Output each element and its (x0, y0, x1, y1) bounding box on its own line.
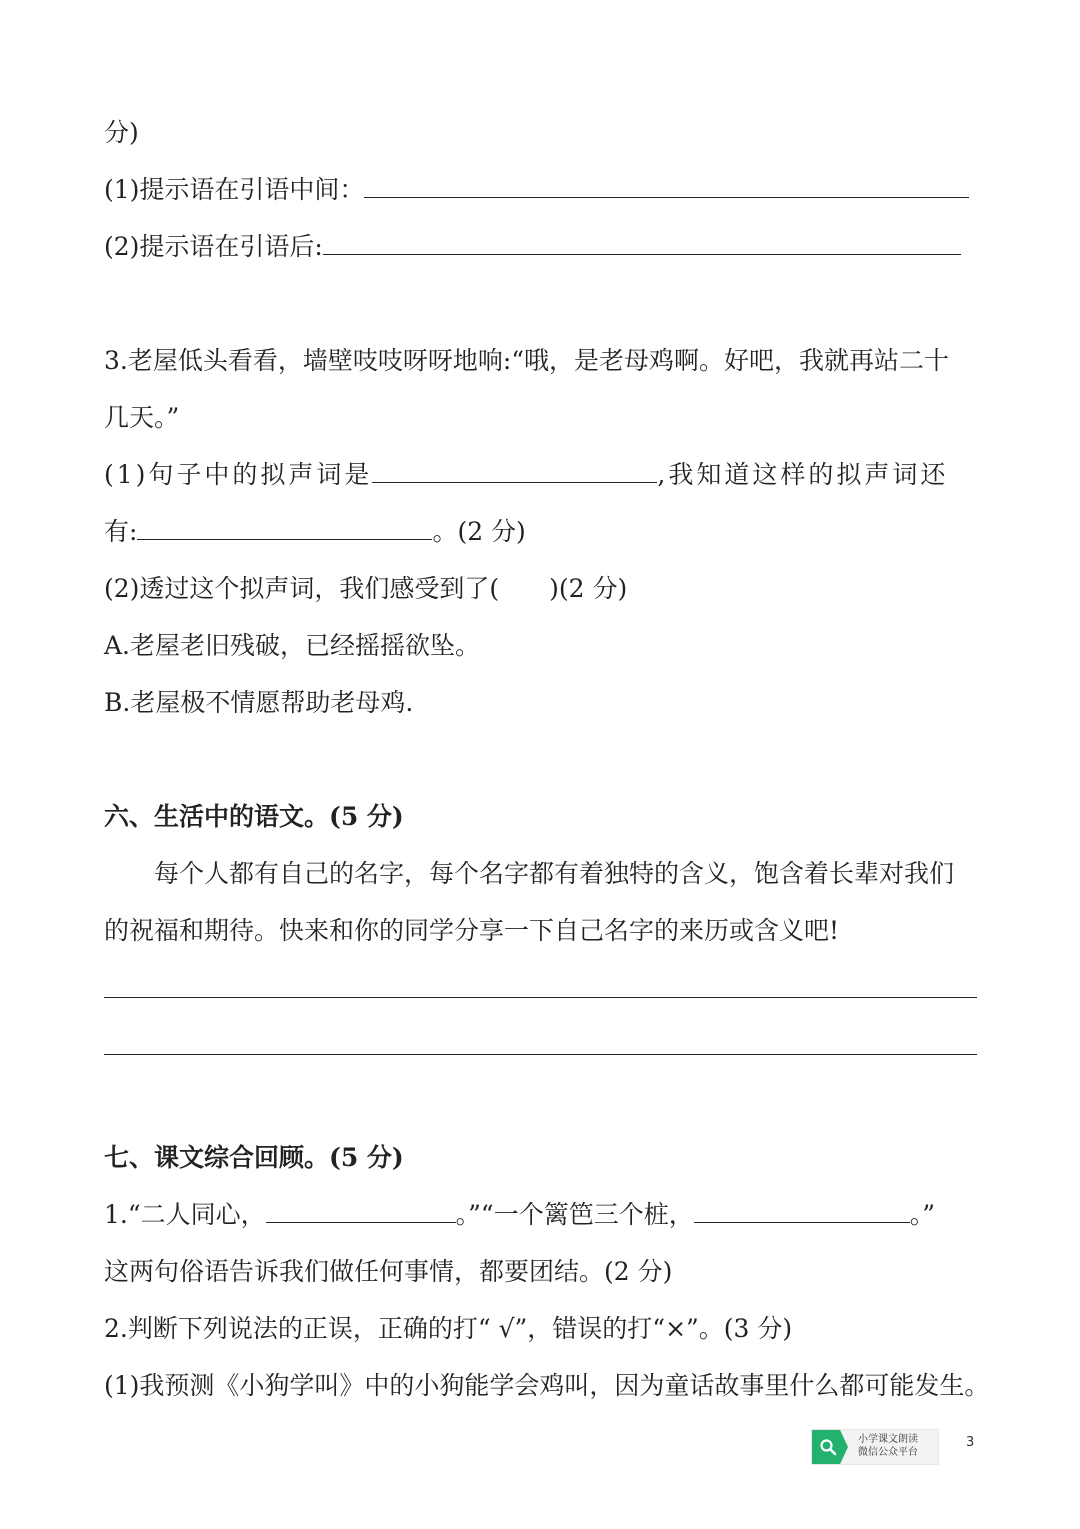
section6-para-line1: 每个人都有自己的名字，每个名字都有着独特的含义，饱含着长辈对我们 (154, 859, 955, 888)
q2-part1-label: (1)提示语在引语中间： (104, 175, 365, 204)
section7-q1-middle: 。”“一个篱笆三个桩， (455, 1200, 694, 1229)
q3-part2: (2)透过这个拟声词，我们感受到了( )(2 分) (104, 574, 628, 603)
proverb1-blank[interactable] (266, 1200, 456, 1223)
page-number: 3 (966, 1435, 975, 1450)
q2-part1-answer-blank[interactable] (364, 175, 969, 198)
proverb2-blank[interactable] (694, 1200, 910, 1223)
q3-stem-line2: 几天。” (104, 403, 180, 432)
section6-para-line2: 的祝福和期待。快来和你的同学分享一下自己名字的来历或含义吧! (104, 916, 840, 945)
section6-answer-line-1[interactable] (104, 997, 977, 998)
carry-over-text: 分) (104, 118, 139, 147)
q3-option-a: A.老屋老旧残破，已经摇摇欲坠。 (104, 631, 481, 660)
section7-q2: 2.判断下列说法的正误，正确的打“ √”，错误的打“×”。(3 分) (104, 1314, 793, 1343)
badge-text (858, 1433, 918, 1459)
section7-q1-end: 。” (909, 1200, 935, 1229)
badge-line1: 小学课文朗读 (858, 1434, 918, 1445)
q3-option-b: B.老屋极不情愿帮助老母鸡. (104, 688, 414, 717)
q2-part2-label: (2)提示语在引语后: (104, 232, 323, 261)
q2-part1 (104, 174, 969, 206)
wechat-badge (811, 1429, 939, 1465)
q2-part2-answer-blank[interactable] (323, 232, 961, 255)
section6-answer-line-2[interactable] (104, 1054, 977, 1055)
badge-line2: 微信公众平台 (858, 1447, 918, 1458)
section7-title: 七、课文综合回顾。(5 分) (104, 1143, 404, 1172)
q3-stem-line1: 3.老屋低头看看，墙壁吱吱呀呀地响:“哦，是老母鸡啊。好吧，我就再站二十 (104, 346, 950, 375)
q3-onomatopoeia-blank[interactable] (372, 460, 657, 483)
q3-part1-cont-prefix: 有: (104, 517, 138, 546)
section6-title: 六、生活中的语文。(5 分) (104, 802, 404, 831)
section7-q1 (104, 1199, 935, 1231)
section7-q1-line2: 这两句俗语告诉我们做任何事情，都要团结。(2 分) (104, 1257, 673, 1286)
section7-q2-item1: (1)我预测《小狗学叫》中的小狗能学会鸡叫，因为童话故事里什么都可能发生。 (104, 1371, 990, 1400)
section7-q1-prefix: 1.“二人同心， (104, 1200, 266, 1229)
q3-part1-score: 。(2 分) (432, 517, 526, 546)
q3-more-words-blank[interactable] (137, 517, 432, 540)
q3-part1-middle: ,我知道这样的拟声词还 (657, 460, 949, 489)
q3-part1-prefix: (1)句子中的拟声词是 (104, 460, 373, 489)
q3-part1-cont (104, 516, 526, 548)
search-icon (812, 1430, 848, 1464)
q2-part2 (104, 231, 961, 263)
q3-part1 (104, 459, 948, 491)
